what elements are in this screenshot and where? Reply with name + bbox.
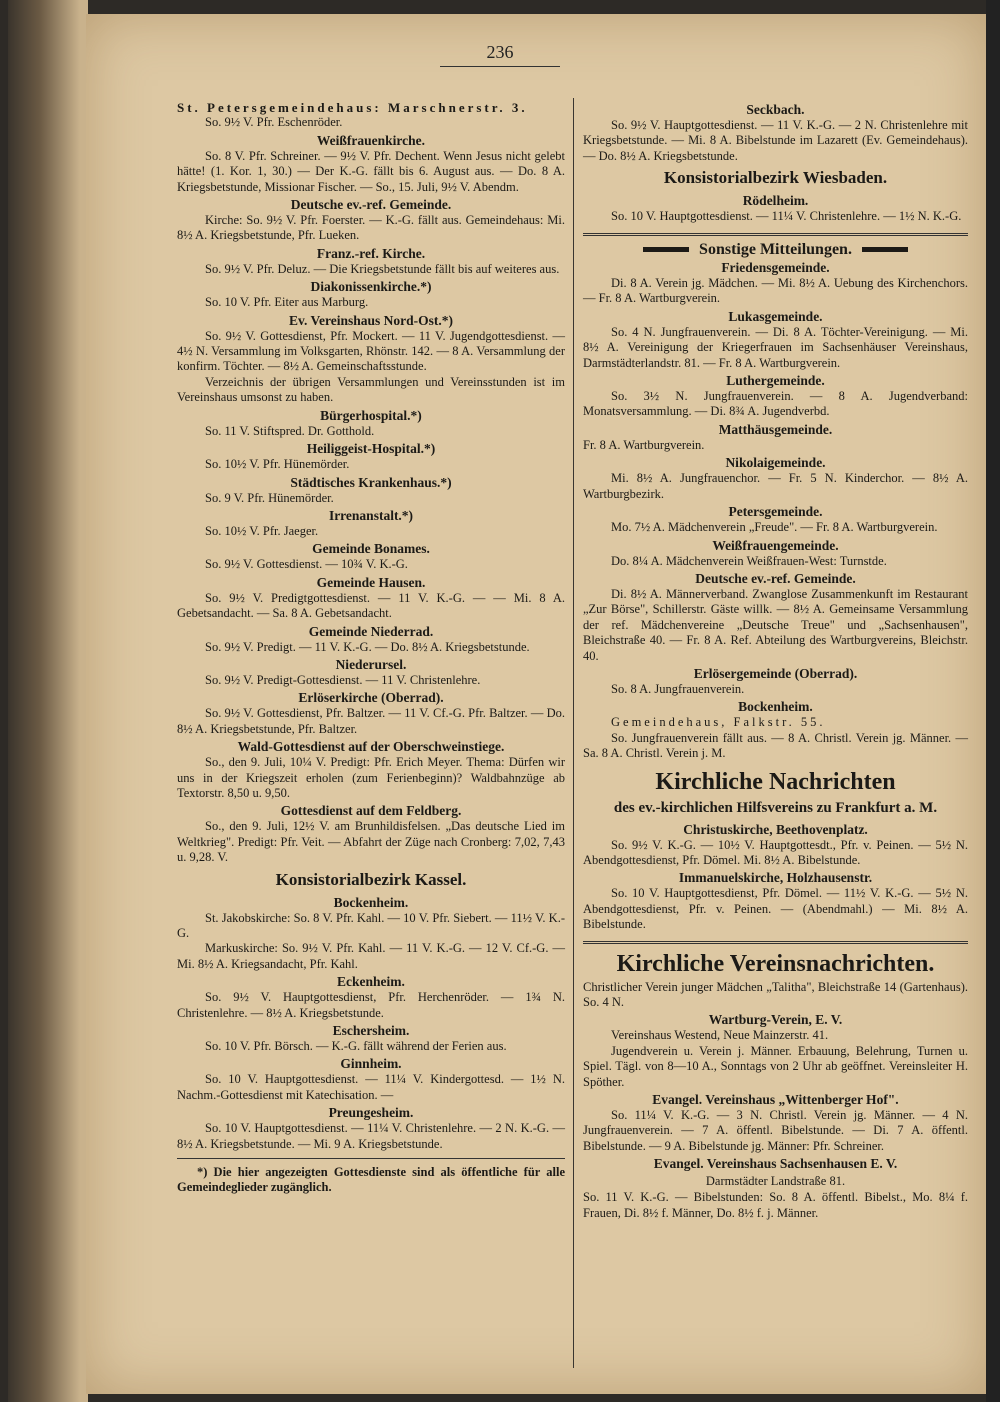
heading-sachsenhausen: Evangel. Vereinshaus Sachsenhausen E. V. <box>653 1156 898 1172</box>
text-nikolai: Mi. 8½ A. Jungfrauenchor. — Fr. 5 N. Kinderchor. — 8½ A. Wartburgbezirk. <box>583 471 968 501</box>
text-niederursel: So. 9½ V. Predigt-Gottesdienst. — 11 V. Christenlehre. <box>205 672 481 687</box>
page-number: 236 <box>486 42 514 62</box>
text-luther: So. 3½ N. Jungfrauenverein. — 8 A. Jugendverband: Monatsversammlung. — Di. 8¾ A. Jugendverbd. <box>583 389 968 419</box>
heading-luther: Luthergemeinde. <box>726 373 825 389</box>
heading-weissfrauengemeinde: Weißfrauengemeinde. <box>712 537 839 553</box>
heading-frieden: Friedensgemeinde. <box>721 260 830 276</box>
left-column <box>177 100 565 1196</box>
heading-weissfrauenkirche: Weißfrauenkirche. <box>316 132 426 148</box>
text-bockenheim-markus: Markuskirche: So. 9½ V. Pfr. Kahl. — 11 V. K.-G. — 12 V. Cf.-G. — Mi. 8½ A. Kriegsandacht, Pfr. Kahl. <box>177 941 565 971</box>
text-buergerhospital: So. 11 V. Stiftspred. Dr. Gotthold. <box>205 423 375 438</box>
heading-hausen: Gemeinde Hausen. <box>316 574 426 590</box>
heading-immanuelskirche: Immanuelskirche, Holzhausenstr. <box>678 870 873 886</box>
text-petersgemeindehaus: So. 9½ V. Pfr. Eschenröder. <box>205 115 343 130</box>
heading-preungesheim: Preungesheim. <box>328 1105 414 1121</box>
heading-bar-right <box>862 247 908 252</box>
section-rule-sonstige <box>583 233 968 236</box>
heading-diakonissenkirche: Diakonissenkirche.*) <box>310 279 432 295</box>
heading-irrenanstalt: Irrenanstalt.*) <box>328 507 414 523</box>
heading-seckbach: Seckbach. <box>746 102 805 117</box>
heading-ginnheim: Ginnheim. <box>340 1056 402 1072</box>
heading-buergerhospital: Bürgerhospital.*) <box>320 407 422 423</box>
text-staedt-krankenhaus: So. 9 V. Pfr. Hünemörder. <box>205 490 334 505</box>
book-page-edge <box>8 0 88 1402</box>
heading-lukas: Lukasgemeinde. <box>728 308 823 324</box>
text-irrenanstalt: So. 10½ V. Pfr. Jaeger. <box>205 523 319 538</box>
text-deutsche-ref: Kirche: So. 9½ V. Pfr. Foerster. — K.-G. fällt aus. Gemeindehaus: Mi. 8½ A. Kriegsbetstunde, Pfr. Lueken. <box>177 213 565 243</box>
text-franz-ref: So. 9½ V. Pfr. Deluz. — Die Kriegsbetstunde fällt bis auf weiteres aus. <box>205 261 560 276</box>
heading-bonames: Gemeinde Bonames. <box>312 541 430 557</box>
text-bockenheim-jakob: St. Jakobskirche: So. 8 V. Pfr. Kahl. — 10 V. Pfr. Siebert. — 11½ V. K.-G. <box>177 910 565 940</box>
text-ginnheim: So. 10 V. Hauptgottesdienst. — 11¼ V. Kindergottesd. — 1½ N. Nachm.-Gottesdienst mit Katechisation. — <box>177 1072 565 1102</box>
text-hausen: So. 9½ V. Predigtgottesdienst. — 11 V. K.-G. — — Mi. 8 A. Gebetsandacht. — Sa. 8 A. Gebetsandacht. <box>177 590 565 621</box>
heading-eckenheim: Eckenheim. <box>337 974 405 990</box>
text-frieden: Di. 8 A. Verein jg. Mädchen. — Mi. 8½ A. Uebung des Kirchenchors. — Fr. 8 A. Wartburgverein. <box>583 276 968 306</box>
heading-kirchliche-nachrichten: Kirchliche Nachrichten <box>655 768 896 795</box>
text-diakonissenkirche: So. 10 V. Pfr. Eiter aus Marburg. <box>205 295 369 310</box>
text-matthaeus: Fr. 8 A. Wartburgverein. <box>583 437 705 452</box>
text-ev-vereinshaus-2: Verzeichnis der übrigen Versammlungen und Vereinsstunden ist im Vereinshaus umsonst zu haben. <box>177 374 565 405</box>
heading-konsistorialbezirk-wiesbaden: Konsistorialbezirk Wiesbaden. <box>663 168 888 188</box>
text-sachsenhausen-addr: Darmstädter Landstraße 81. <box>705 1174 846 1189</box>
text-bockenheim-right: So. Jungfrauenverein fällt aus. — 8 A. Christl. Verein jg. Männer. — Sa. 8 A. Christl. Verein j. M. <box>583 730 968 761</box>
text-deutsche-ref-right: Di. 8½ A. Männerverband. Zwanglose Zusammenkunft im Restaurant „Zur Börse", Schillerstr. Gäste willk. — 8½ A. Gemeinsame Versammlung der ref. Mädchenvereine „Deutsche Treue" und „Sachsenhausen", Bleichstraße 40. — Fr. 8 A. Ref. Abteilung des Wartburgvereins, Bleichstr. 40. <box>583 586 968 663</box>
text-preungesheim: So. 10 V. Hauptgottesdienst. — 11¼ V. Christenlehre. — 2 N. K.-G. — 8½ A. Kriegsbetstunde. — Mi. 9 A. Kriegsbetstunde. <box>177 1121 565 1151</box>
text-seckbach: So. 9½ V. Hauptgottesdienst. — 11 V. K.-G. — 2 N. Christenlehre mit Kriegsbetstunde. — Mi. 8 A. Bibelstunde im Lazarett (Ev. Gemeindehaus). — Do. 8½ A. Kriegsbetstunde. <box>583 118 968 163</box>
page-number-rule <box>440 66 560 67</box>
text-wartburg: Jugendverein u. Verein j. Männer. Erbauung, Belehrung, Turnen u. Spiel. Tägl. von 8—10 A., Sonntags von 2 Uhr ab geöffnet. Vereinsleiter H. Spöther. <box>583 1043 968 1089</box>
heading-eschersheim: Eschersheim. <box>332 1023 410 1039</box>
text-weissfrauenkirche: So. 8 V. Pfr. Schreiner. — 9½ V. Pfr. Dechent. Wenn Jesus nicht gelebt hätte! (1. Kor. 1, 30.) — Der K.-G. fällt bis 6. August aus. — Do. 8 A. Kriegsbetstunde, Missionar Fischer. — So., 15. Juli, 9½ V. Abendm. <box>177 148 565 194</box>
text-immanuelskirche: So. 10 V. Hauptgottesdienst, Pfr. Dömel. — 11½ V. K.-G. — 5½ N. Abendgottesdienst, Pfr. v. Peinen. — (Abendmahl.) — Mi. 8½ A. Bibelstunde. <box>583 886 968 932</box>
heading-bar-left <box>643 247 689 252</box>
right-column <box>583 100 968 1221</box>
heading-heiliggeist: Heiliggeist-Hospital.*) <box>306 441 436 457</box>
text-bockenheim-right-addr: Gemeindehaus, Falkstr. 55. <box>611 715 826 730</box>
text-feldberg: So., den 9. Juli, 12½ V. am Brunhildisfelsen. „Das deutsche Lied im Weltkrieg". Predigt: Pfr. Veit. — Abfahrt der Züge nach Cronberg: 7,02, 7,43 u. 9,28. V. <box>177 819 565 865</box>
heading-wartburg: Wartburg-Verein, E. V. <box>708 1012 843 1028</box>
heading-bockenheim-right: Bockenheim. <box>738 699 813 715</box>
heading-feldberg: Gottesdienst auf dem Feldberg. <box>280 803 462 819</box>
heading-erloeser-right: Erlösergemeinde (Oberrad). <box>693 665 858 681</box>
text-bonames: So. 9½ V. Gottesdienst. — 10¾ V. K.-G. <box>205 557 408 572</box>
text-christuskirche: So. 9½ V. K.-G. — 10½ V. Hauptgottesdt., Pfr. v. Peinen. — 5½ N. Abendgottesdienst, Pfr. Dömel. Mi. 8½ A. Bibelstunde. <box>583 837 968 867</box>
text-wald-gottesdienst: So., den 9. Juli, 10¼ V. Predigt: Pfr. Erich Meyer. Thema: Dürfen wir uns in der Kriegszeit erholen (zum Ferienbeginn)? Waldbahnzüge ab Textorstr. 8,50 u. 9,50. <box>177 755 565 800</box>
text-erloeserkirche: So. 9½ V. Gottesdienst, Pfr. Baltzer. — 11 V. Cf.-G. Pfr. Baltzer. — Do. 8½ A. Kriegsbetstunde, Pfr. Baltzer. <box>177 706 565 736</box>
heading-matthaeus: Matthäusgemeinde. <box>718 421 833 437</box>
heading-niederursel: Niederursel. <box>335 656 407 672</box>
heading-vereinsnachrichten: Kirchliche Vereinsnachrichten. <box>616 950 935 977</box>
heading-niederrad: Gemeinde Niederrad. <box>308 623 434 639</box>
text-heiliggeist: So. 10½ V. Pfr. Hünemörder. <box>205 457 350 472</box>
footnote-rule <box>177 1158 565 1159</box>
sonstige-heading-wrap <box>583 242 968 257</box>
text-peters: Mo. 7½ A. Mädchenverein „Freude". — Fr. 8 A. Wartburgverein. <box>611 520 938 535</box>
heading-christuskirche: Christuskirche, Beethovenplatz. <box>683 821 868 837</box>
text-erloeser-right: So. 8 A. Jungfrauenverein. <box>611 681 745 696</box>
heading-erloeserkirche: Erlöserkirche (Oberrad). <box>298 690 444 706</box>
text-eckenheim: So. 9½ V. Hauptgottesdienst, Pfr. Herchenröder. — 1¾ N. Christenlehre. — 8½ A. Kriegsbetstunde. <box>177 990 565 1020</box>
text-talitha: Christlicher Verein junger Mädchen „Talitha", Bleichstraße 14 (Gartenhaus). So. 4 N. <box>583 979 968 1009</box>
text-weissfrauengemeinde: Do. 8¼ A. Mädchenverein Weißfrauen-West: Turnstde. <box>611 553 887 568</box>
heading-deutsche-ref-right: Deutsche ev.-ref. Gemeinde. <box>695 570 856 586</box>
book-spine <box>986 0 1000 1402</box>
section-rule-vereins <box>583 941 968 944</box>
text-sachsenhausen: So. 11 V. K.-G. — Bibelstunden: So. 8 A. öffentl. Bibelst., Mo. 8¼ f. Frauen, Di. 8½ f. Männer, Do. 8½ f. j. Männer. <box>583 1190 968 1220</box>
heading-peters: Petersgemeinde. <box>728 504 823 520</box>
heading-deutsche-ref: Deutsche ev.-ref. Gemeinde. <box>290 197 452 213</box>
heading-ev-vereinshaus: Ev. Vereinshaus Nord-Ost.*) <box>288 312 454 328</box>
text-ev-vereinshaus: So. 9½ V. Gottesdienst, Pfr. Mockert. — 11 V. Jugendgottesdienst. — 4½ N. Versammlung im Volksgarten, Rhönstr. 142. — 8 A. Versammlung der konfirm. Töchter. — 8½ A. Gemeinschaftsstunde. <box>177 328 565 374</box>
heading-sonstige: Sonstige Mitteilungen. <box>699 240 852 258</box>
heading-bockenheim: Bockenheim. <box>333 894 409 910</box>
text-niederrad: So. 9½ V. Predigt. — 11 V. K.-G. — Do. 8½ A. Kriegsbetstunde. <box>205 639 530 654</box>
heading-roedelheim: Rödelheim. <box>742 193 809 209</box>
text-wartburg-addr: Vereinshaus Westend, Neue Mainzerstr. 41. <box>611 1028 829 1043</box>
heading-konsistorialbezirk-kassel: Konsistorialbezirk Kassel. <box>275 869 467 889</box>
column-divider <box>573 98 574 1368</box>
heading-nikolai: Nikolaigemeinde. <box>725 455 826 471</box>
text-wittenberger-hof: So. 11¼ V. K.-G. — 3 N. Christl. Verein jg. Männer. — 4 N. Jungfrauenverein. — 7 A. öffentl. Bibelstunde. — Di. 7 A. öffentl. Bibelstunde. — 9 A. Bibelstunde jg. Männer: Pfr. Schreiner. <box>583 1108 968 1153</box>
text-eschersheim: So. 10 V. Pfr. Börsch. — K.-G. fällt während der Ferien aus. <box>205 1039 507 1054</box>
heading-staedt-krankenhaus: Städtisches Krankenhaus.*) <box>290 474 452 490</box>
text-roedelheim: So. 10 V. Hauptgottesdienst. — 11¼ V. Christenlehre. — 1½ N. K.-G. <box>611 209 962 224</box>
heading-petersgemeindehaus: St. Petersgemeindehaus: Marschnerstr. 3. <box>177 100 528 115</box>
heading-wittenberger-hof: Evangel. Vereinshaus „Wittenberger Hof". <box>652 1092 899 1108</box>
footnote: *) Die hier angezeigten Gottesdienste sind als öffentliche für alle Gemeindeglieder zugänglich. <box>177 1165 565 1195</box>
text-lukas: So. 4 N. Jungfrauenverein. — Di. 8 A. Töchter-Vereinigung. — Mi. 8½ A. Vereinigung der Kriegerfrauen im Sachsenhäuser Vereinshaus, Darmstädterlandstr. 81. — Fr. 8 A. Wartburgverein. <box>583 324 968 370</box>
heading-franz-ref: Franz.-ref. Kirche. <box>316 245 426 261</box>
heading-wald-gottesdienst: Wald-Gottesdienst auf der Oberschweinstiege. <box>237 739 505 755</box>
heading-kirchliche-nachrichten-sub: des ev.-kirchlichen Hilfsvereins zu Frankfurt a. M. <box>613 799 938 816</box>
